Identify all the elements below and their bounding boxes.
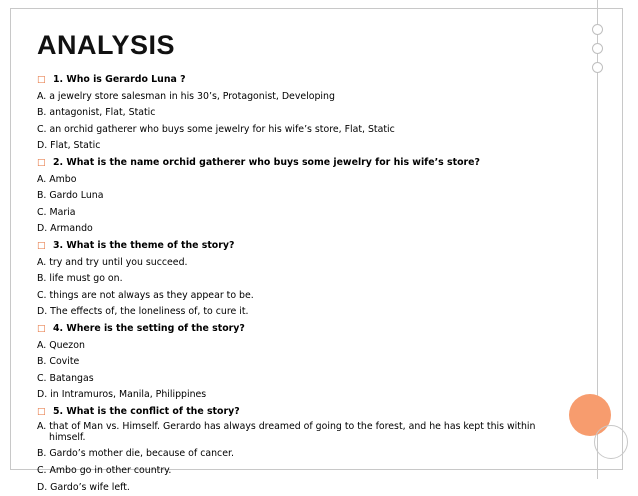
- bullet-icon: □: [37, 157, 46, 168]
- answer-option: B. life must go on.: [37, 273, 123, 285]
- answer-option: B. Gardo Luna: [37, 190, 104, 202]
- bullet-icon: □: [37, 240, 46, 251]
- slide-title: ANALYSIS: [37, 30, 176, 60]
- question-1: □ 1. Who is Gerardo Luna ?: [37, 72, 572, 89]
- decorative-dot: [592, 24, 603, 35]
- answer-option: A. that of Man vs. Himself. Gerardo has always dreamed of going to the forest, and he has kept this within himself.: [37, 421, 536, 443]
- answer-option: D. Armando: [37, 223, 93, 235]
- bullet-icon: □: [37, 75, 46, 85]
- question-2: □ 2. What is the name orchid gatherer who buys some jewelry for his wife’s store?: [37, 155, 572, 172]
- bullet-icon: □: [37, 406, 46, 417]
- answer-option: B. Covite: [37, 356, 80, 368]
- answer-option: A. a jewelry store salesman in his 30’s, Protagonist, Developing: [37, 90, 335, 102]
- answer-option: D. Gardo’s wife left.: [37, 481, 130, 493]
- answer-option: D. The effects of, the loneliness of, to cure it.: [37, 306, 249, 318]
- answer-option: D. in Intramuros, Manila, Philippines: [37, 389, 207, 401]
- question-5: □ 5. What is the conflict of the story?: [37, 404, 572, 421]
- answer-option: C. Batangas: [37, 372, 94, 384]
- answer-option: A. try and try until you succeed.: [37, 256, 188, 268]
- answer-option: C. things are not always as they appear to be.: [37, 289, 254, 301]
- answer-option: A. Quezon: [37, 339, 85, 351]
- answer-option: B. Gardo’s mother die, because of cancer.: [37, 448, 234, 460]
- question-4: □ 4. Where is the setting of the story?: [37, 321, 572, 338]
- answer-option: D. Flat, Static: [37, 140, 101, 152]
- decorative-ring-circle: [594, 425, 628, 459]
- answer-option: B. antagonist, Flat, Static: [37, 107, 156, 119]
- answer-option: A. Ambo: [37, 173, 77, 185]
- decorative-dot: [592, 43, 603, 54]
- answer-option: C. an orchid gatherer who buys some jewelry for his wife’s store, Flat, Static: [37, 123, 395, 135]
- bullet-icon: □: [37, 323, 46, 334]
- question-3: □ 3. What is the theme of the story?: [37, 238, 572, 255]
- decorative-dot: [592, 62, 603, 73]
- answer-option: C. Maria: [37, 206, 76, 218]
- answer-option: C. Ambo go in other country.: [37, 465, 172, 477]
- question-list: [37, 72, 572, 496]
